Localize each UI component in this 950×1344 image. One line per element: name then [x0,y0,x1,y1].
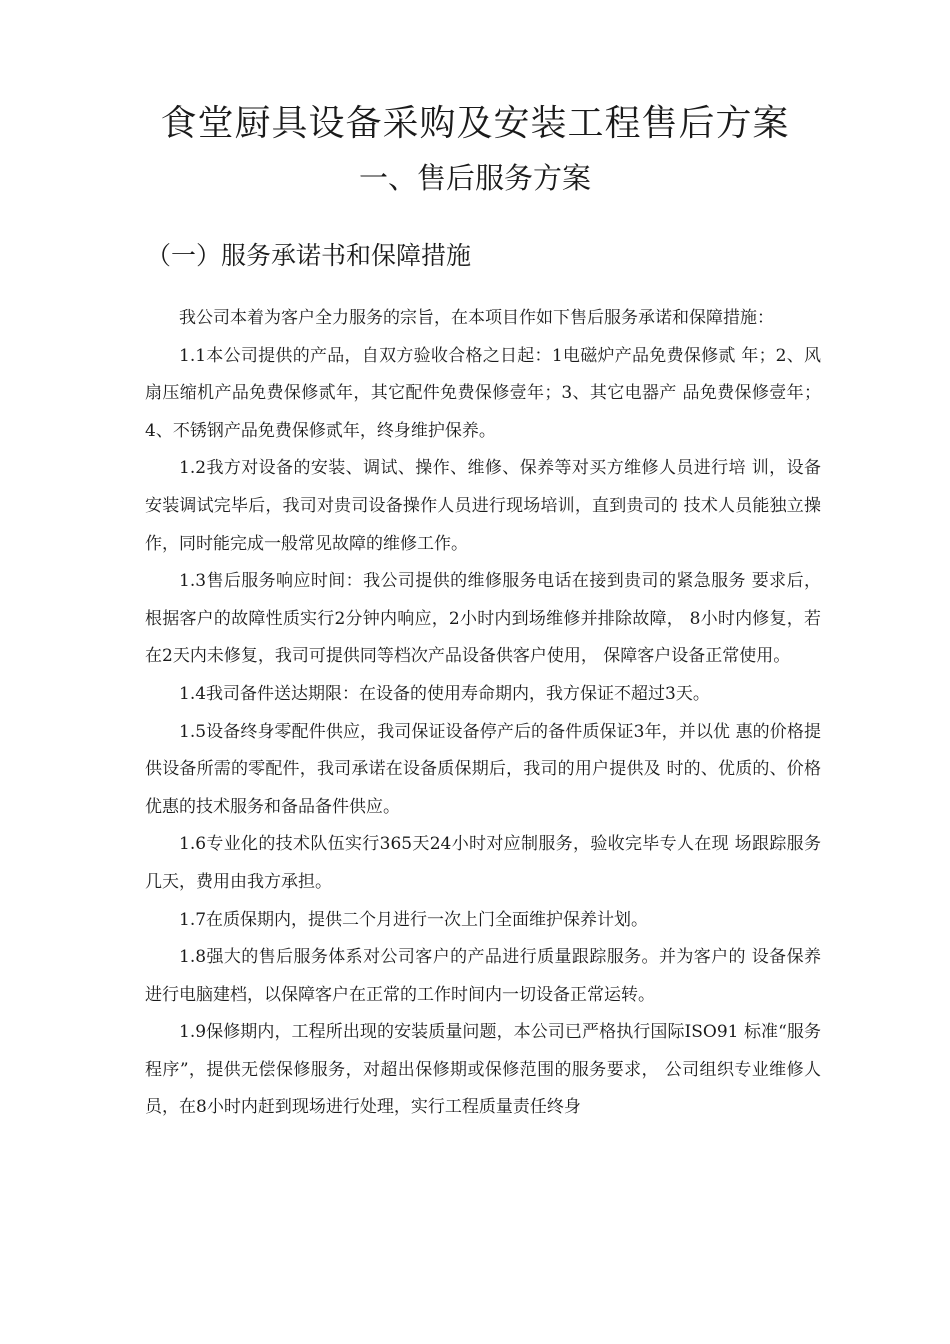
paragraph-1-7: 1.7在质保期内，提供二个月进行一次上门全面维护保养计划。 [179,909,649,930]
paragraph-1-5: 1.5设备终身零配件供应，我司保证设备停产后的备件质保证3年，并以优 惠的价格提供设备所需的零配件，我司承诺在设备质保期后，我司的用户提供及 时的、优质的、价格优惠的技术服务和备品备件供应。 [145,721,821,817]
document-body [145,300,821,1127]
paragraph-1-3: 1.3售后服务响应时间：我公司提供的维修服务电话在接到贵司的紧急服务 要求后，根据客户的故障性质实行2分钟内响应，2小时内到场维修并排除故障， 8小时内修复，若在2天内未修复，我司可提供同等档次产品设备供客户使用， 保障客户设备正常使用。 [145,571,821,667]
paragraph-1-4: 1.4我司备件送达期限：在设备的使用寿命期内，我方保证不超过3天。 [179,683,710,704]
paragraph-1-2: 1.2我方对设备的安装、调试、操作、维修、保养等对买方维修人员进行培 训，设备安装调试完毕后，我司对贵司设备操作人员进行现场培训，直到贵司的 技术人员能独立操作，同时能完成一般常见故障的维修工作。 [145,458,821,554]
section-title: 一、售后服务方案 [358,161,591,195]
paragraph-1-9: 1.9保修期内，工程所出现的安装质量问题，本公司已严格执行国际ISO91 标准“服务程序”，提供无偿保修服务，对超出保修期或保修范围的服务要求， 公司组织专业维修人员，在8小时内赶到现场进行处理，实行工程质量责任终身 [145,1022,821,1118]
paragraph-1-6: 1.6专业化的技术队伍实行365天24小时对应制服务，验收完毕专人在现 场跟踪服务几天，费用由我方承担。 [145,834,821,892]
paragraph-1-8: 1.8强大的售后服务体系对公司客户的产品进行质量跟踪服务。并为客户的 设备保养进行电脑建档，以保障客户在正常的工作时间内一切设备正常运转。 [145,947,821,1005]
sub-heading: （一）服务承诺书和保障措施 [146,241,472,270]
document-title: 食堂厨具设备采购及安装工程售后方案 [160,103,790,144]
paragraph-intro: 我公司本着为客户全力服务的宗旨，在本项目作如下售后服务承诺和保障措施： [179,308,774,328]
paragraph-1-1: 1.1本公司提供的产品，自双方验收合格之日起：1电磁炉产品免费保修贰 年；2、风扇压缩机产品免费保修贰年，其它配件免费保修壹年；3、其它电器产 品免费保修壹年；4、不锈钢产品免费保修贰年，终身维护保养。 [145,345,821,441]
